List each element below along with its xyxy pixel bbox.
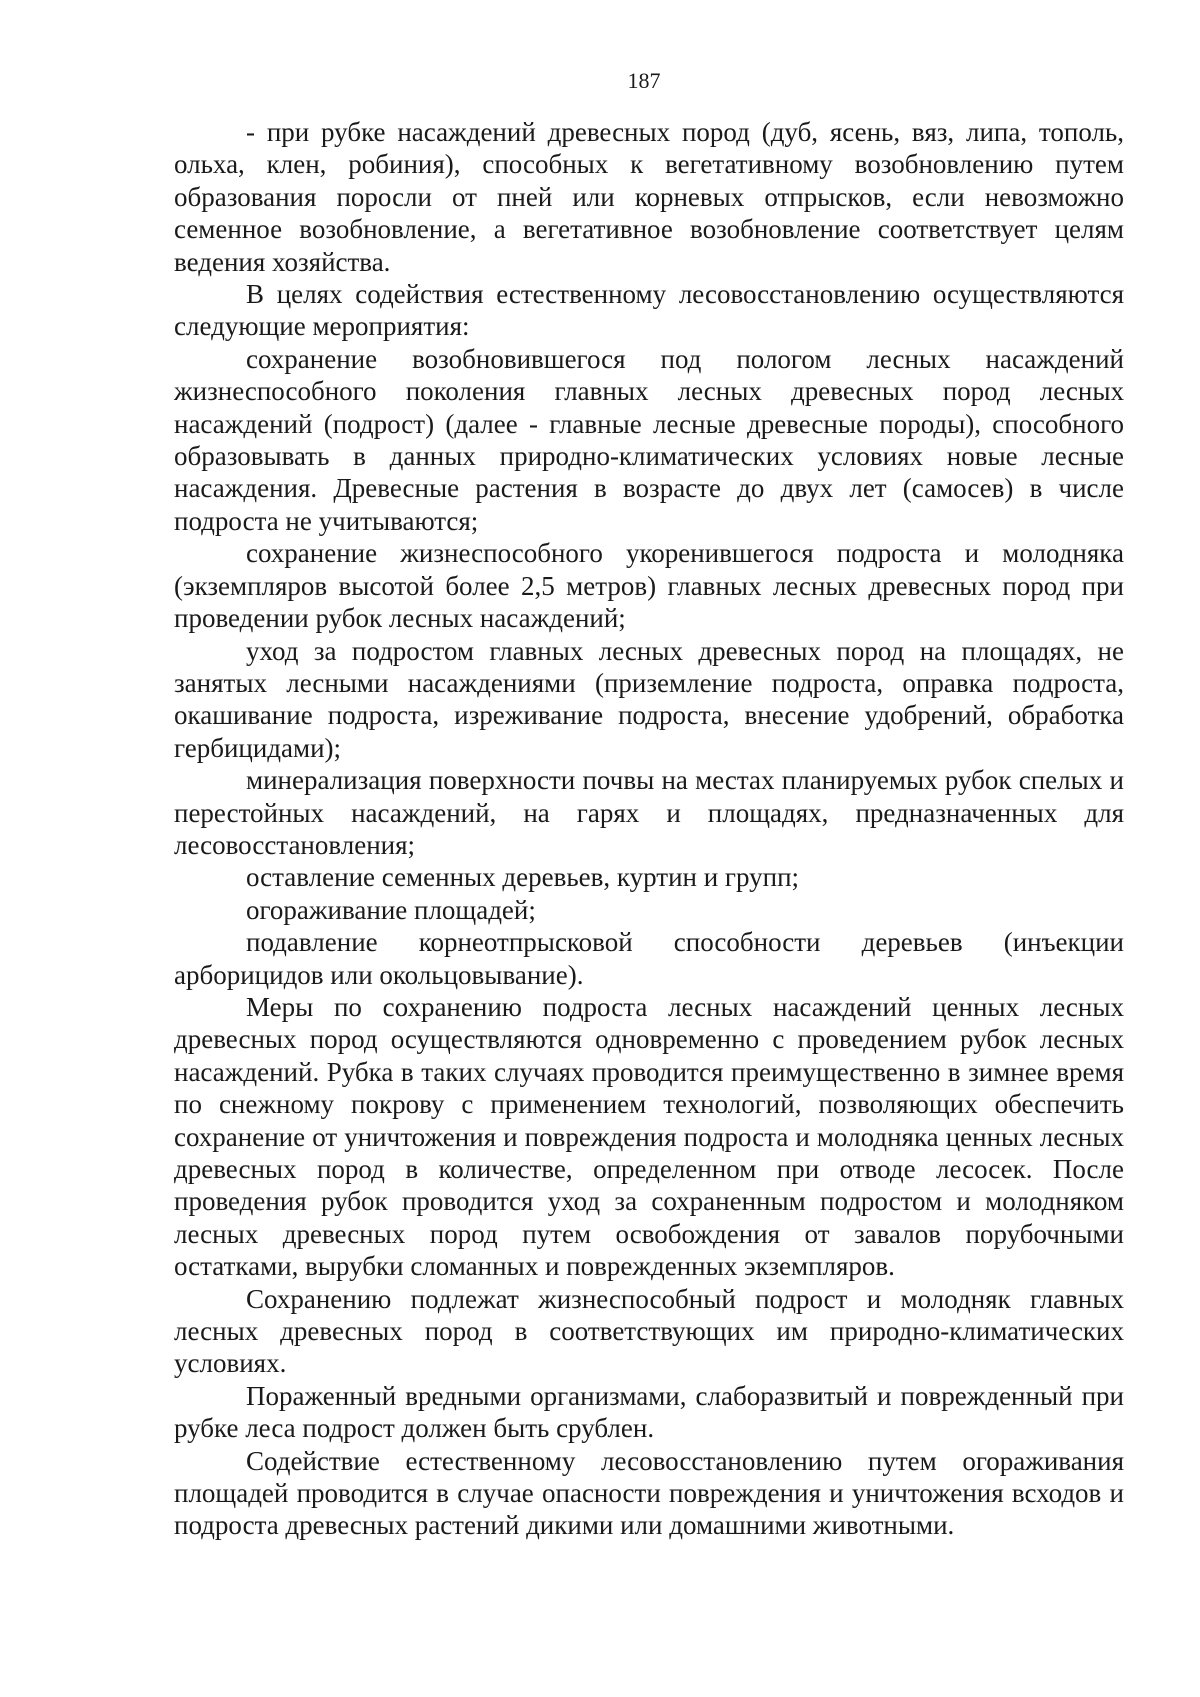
list-item-root-suppression: подавление корнеотпрысковой способности деревьев (инъекции арборицидов или окольцовывание).: [174, 927, 1124, 990]
list-item-fencing: огораживание площадей;: [246, 894, 536, 925]
list-item-soil-mineralization: минерализация поверхности почвы на местах планируемых рубок спелых и перестойных насаждений, на гарях и площадях, предназначенных для лесовосстановления;: [174, 765, 1124, 860]
paragraph-preservation-measures: Меры по сохранению подроста лесных насаждений ценных лесных древесных пород осуществляются одновременно с проведением рубок лесных насаждений. Рубка в таких случаях проводится преимущественно в зимнее время по снежному покрову с применением технологий, позволяющих обеспечить сохранение от уничтожения и повреждения подроста и молодняка ценных лесных древесных пород в количестве, определенном при отводе лесосек. После проведения рубок проводится уход за сохраненным подростом и молодняком лесных древесных пород путем освобождения от завалов порубочными остатками, вырубки сломанных и поврежденных экземпляров.: [174, 991, 1124, 1282]
list-item-seed-trees: оставление семенных деревьев, куртин и групп;: [246, 862, 800, 893]
page-number: 187: [627, 68, 661, 93]
list-item-undergrowth-care: уход за подростом главных лесных древесных пород на площадях, не занятых лесными насаждениями (приземление подроста, оправка подроста, окашивание подроста, изреживание подроста, внесение удобрений, обработка гербицидами);: [174, 635, 1124, 763]
paragraph-fencing-assistance: Содействие естественному лесовосстановлению путем огораживания площадей проводится в случае опасности повреждения и уничтожения всходов и подроста древесных растений дикими или домашними животными.: [174, 1445, 1124, 1541]
paragraph-damaged-undergrowth: Пораженный вредными организмами, слаборазвитый и поврежденный при рубке леса подрост должен быть срублен.: [174, 1380, 1124, 1444]
paragraph-subject-to-preservation: Сохранению подлежат жизнеспособный подрост и молодняк главных лесных древесных пород в соответствующих им природно-климатических условиях.: [174, 1283, 1124, 1379]
list-item-rooted-undergrowth: сохранение жизнеспособного укоренившегося подроста и молодняка (экземпляров высотой более 2,5 метров) главных лесных древесных пород при проведении рубок лесных насаждений;: [174, 538, 1124, 634]
document-body: [174, 116, 1124, 1542]
list-item-undergrowth-preservation: сохранение возобновившегося под пологом лесных насаждений жизнеспособного поколения главных лесных древесных пород лесных насаждений (подрост) (далее - главные лесные древесные породы), способного образовывать в данных природно-климатических условиях новые лесные насаждения. Древесные растения в возрасте до двух лет (самосев) в числе подроста не учитываются;: [174, 343, 1124, 536]
paragraph-felling-vegetative: - при рубке насаждений древесных пород (дуб, ясень, вяз, липа, тополь, ольха, клен, робиния), способных к вегетативному возобновлению путем образования поросли от пней или корневых отпрысков, если невозможно семенное возобновление, а вегетативное возобновление соответствует целям ведения хозяйства.: [174, 117, 1124, 277]
paragraph-measures-intro: В целях содействия естественному лесовосстановлению осуществляются следующие мероприятия:: [174, 279, 1124, 342]
